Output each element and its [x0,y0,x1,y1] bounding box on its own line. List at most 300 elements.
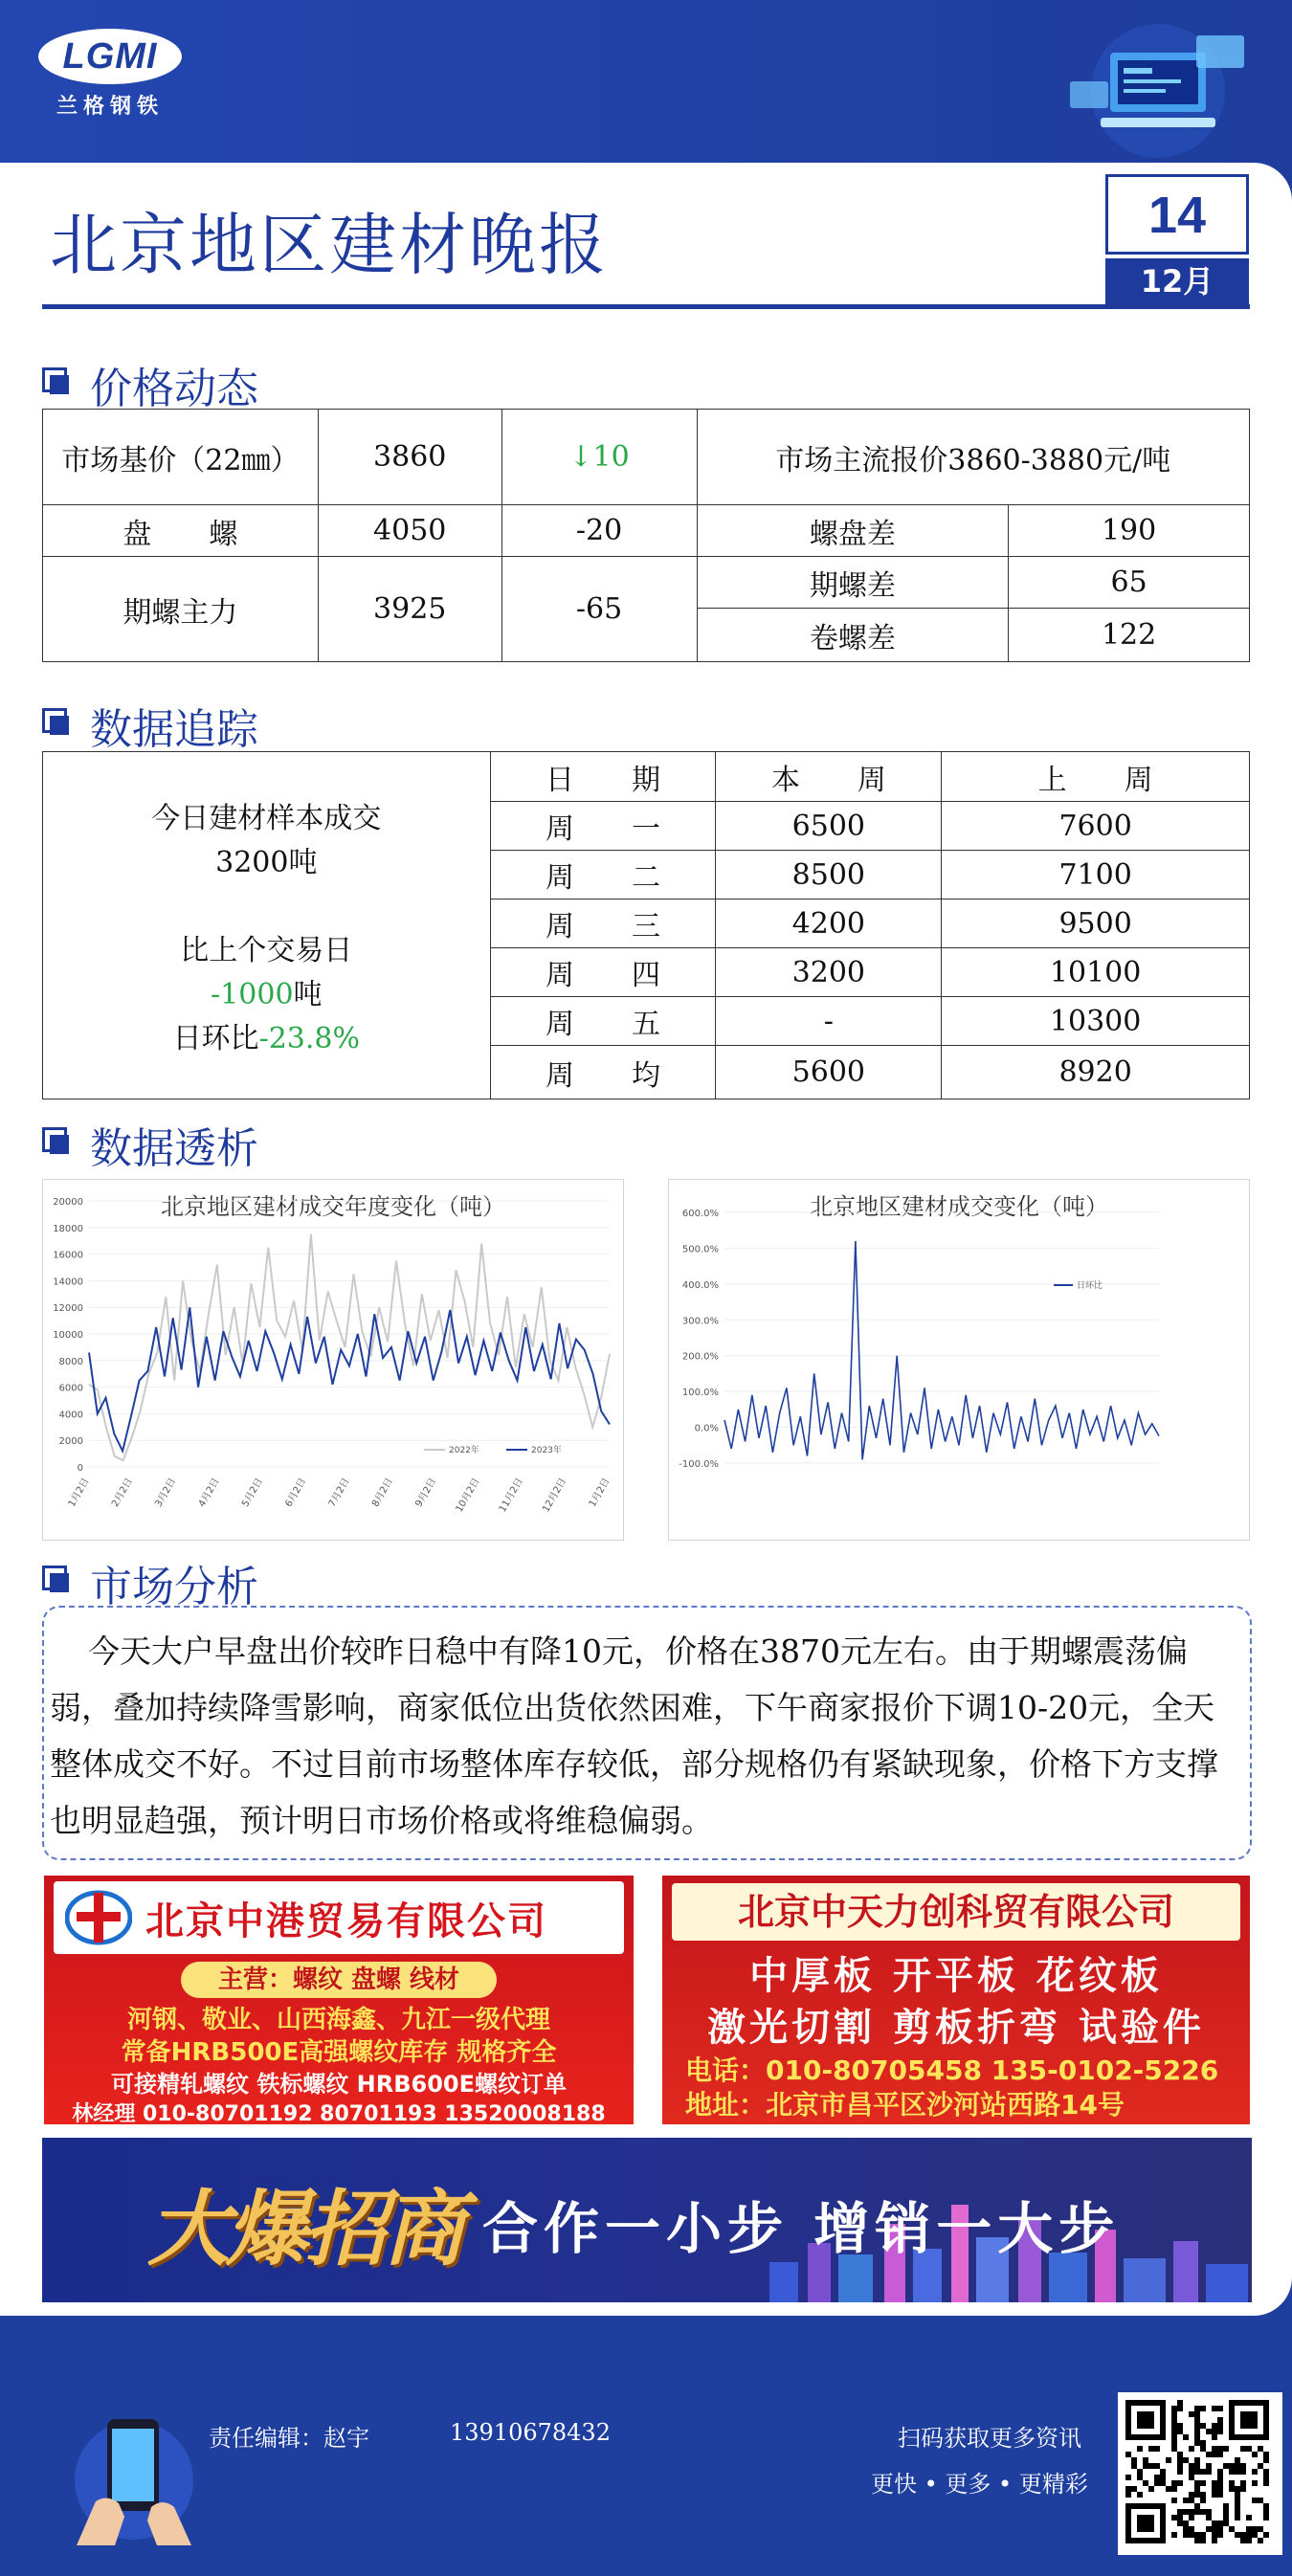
qr-module [1252,2452,1258,2457]
ad-zhongtianli-line2: 激光切割 剪板折弯 试验件 [707,2006,1205,2050]
legend-label: 2023年 [531,1446,562,1455]
qr-module [1171,2532,1177,2538]
y-tick-label: 200.0% [681,1351,719,1363]
qr-module [1235,2509,1240,2515]
y-tick-label: 16000 [53,1250,83,1261]
x-tick-label: 12月2日 [541,1477,569,1515]
qr-module [1240,2463,1246,2469]
qr-module [1143,2457,1148,2463]
qr-module [1194,2492,1200,2498]
summary-volume: 3200吨 [215,846,318,879]
qr-module [1206,2469,1212,2475]
ad-recruit-title: 大爆招商 [147,2181,461,2277]
qr-module [1223,2515,1229,2520]
qr-module [1131,2457,1137,2463]
qr-module [1212,2486,1217,2492]
ad-zhonggang-contact: 林经理 010-80701192 80701193 13520008188 [72,2102,606,2126]
qr-module [1194,2406,1200,2411]
phone-hand-icon [48,2402,211,2545]
futures-label: 期螺主力 [43,557,319,662]
y-tick-label: 300.0% [681,1316,719,1327]
qr-module [1212,2520,1217,2526]
day-cell: 周 一 [490,802,716,851]
spread-label-2: 期螺差 [697,557,1009,609]
qr-module [1131,2463,1137,2469]
ad-zhongtianli[interactable] [660,1874,1252,2126]
coil-label: 盘 螺 [43,505,319,557]
header-this-week: 本 周 [716,752,942,802]
qr-module [1137,2475,1143,2480]
futures-change: -65 [501,557,697,662]
summary-change-unit: 吨 [293,978,323,1011]
summary-ratio-label: 日环比 [172,1022,259,1055]
qr-module [1200,2480,1206,2486]
qr-module [1252,2498,1258,2503]
qr-module [1258,2498,1263,2503]
legend-label: 日环比 [1077,1281,1103,1291]
x-tick-label: 1月2日 [587,1477,613,1509]
qr-module [1263,2457,1269,2463]
spread-value-3: 122 [1009,609,1250,662]
table-row [43,505,1250,557]
qr-code-icon [1125,2400,1275,2547]
qr-module [1125,2475,1131,2480]
ad-zhonggang[interactable] [42,1874,635,2126]
qr-module [1194,2509,1200,2515]
qr-module [1194,2417,1200,2423]
qr-module [1252,2469,1258,2475]
qr-module [1160,2475,1166,2480]
qr-module [1194,2480,1200,2486]
qr-module [1240,2538,1246,2543]
qr-module [1177,2480,1183,2486]
qr-module [1263,2452,1269,2457]
day-cell: 周 三 [490,899,716,948]
this-week-cell: 8500 [716,851,942,899]
y-tick-label: 8000 [58,1356,83,1367]
qr-module [1235,2486,1240,2492]
chart-ratio-plot [669,1180,1251,1542]
spread-value-1: 190 [1009,505,1250,557]
qr-finder-core [1240,2411,1258,2429]
qr-module [1177,2406,1183,2411]
summary-line-3: 比上个交易日 [180,934,353,967]
y-tick-label: 14000 [53,1277,83,1288]
qr-module [1217,2429,1223,2434]
day-cell: 周 均 [490,1046,716,1099]
day-cell: 周 二 [490,851,716,899]
qr-module [1235,2492,1240,2498]
date-badge [1105,174,1249,304]
qr-module [1212,2429,1217,2434]
qr-module [1235,2469,1240,2475]
last-week-cell: 10100 [942,948,1250,997]
qr-module [1200,2538,1206,2543]
qr-module [1194,2486,1200,2492]
qr-module [1189,2475,1194,2480]
qr-module [1212,2446,1217,2452]
qr-module [1125,2452,1131,2457]
section-market-label: 市场分析 [90,1563,258,1611]
qr-module [1212,2492,1217,2498]
qr-module [1148,2463,1154,2469]
qr-module [1258,2526,1263,2532]
header-last-week: 上 周 [942,752,1250,802]
qr-module [1131,2486,1137,2492]
x-tick-label: 10月2日 [454,1477,482,1515]
summary-ratio-value: -23.8% [258,1022,361,1055]
qr-module [1229,2469,1235,2475]
qr-module [1217,2486,1223,2492]
qr-module [1189,2411,1194,2417]
ad-zhonggang-main: 主营：螺纹 盘螺 线材 [181,1962,497,1998]
qr-module [1189,2526,1194,2532]
tracking-summary [43,752,491,1099]
qr-module [1229,2526,1235,2532]
qr-module [1194,2503,1200,2509]
qr-module [1240,2446,1246,2452]
qr-module [1229,2486,1235,2492]
chart-annual [42,1179,624,1541]
qr-module [1177,2515,1183,2520]
qr-module [1212,2434,1217,2440]
y-tick-label: 400.0% [681,1279,719,1291]
qr-module [1200,2509,1206,2515]
x-tick-label: 2月2日 [110,1477,135,1509]
qr-module [1200,2532,1206,2538]
base-price-value: 3860 [318,410,501,505]
qr-module [1154,2480,1160,2486]
qr-module [1246,2446,1252,2452]
footer-editor: 责任编辑：赵宇 [209,2425,369,2452]
this-week-cell: 3200 [716,948,942,997]
qr-module [1194,2538,1200,2543]
qr-module [1212,2406,1217,2411]
qr-module [1223,2503,1229,2509]
qr-module [1183,2457,1189,2463]
last-week-cell: 10300 [942,997,1250,1046]
qr-module [1263,2475,1269,2480]
qr-module [1217,2532,1223,2538]
qr-module [1189,2515,1194,2520]
qr-module [1177,2469,1183,2475]
qr-module [1189,2446,1194,2452]
y-tick-label: -100.0% [679,1459,719,1470]
qr-module [1125,2486,1131,2492]
qr-module [1217,2417,1223,2423]
logo-cn-text: 兰格钢铁 [56,94,164,119]
x-tick-label: 6月2日 [283,1477,309,1509]
last-week-cell: 7600 [942,802,1250,851]
spread-value-2: 65 [1009,557,1250,609]
qr-module [1171,2446,1177,2452]
qr-module [1171,2480,1177,2486]
qr-module [1189,2463,1194,2469]
qr-module [1177,2463,1183,2469]
qr-module [1125,2492,1131,2498]
table-row [43,410,1250,505]
ad-zhongtianli-addr: 地址：北京市昌平区沙河站西路14号 [685,2089,1125,2121]
date-month: 12月 [1105,258,1249,304]
x-tick-label: 7月2日 [326,1477,352,1509]
mainstream-quote: 市场主流报价3860-3880元/吨 [697,410,1250,505]
base-price-label: 市场基价（22㎜） [43,410,319,505]
qr-module [1206,2452,1212,2457]
qr-module [1223,2509,1229,2515]
qr-module [1200,2469,1206,2475]
qr-module [1206,2463,1212,2469]
qr-module [1194,2411,1200,2417]
ad-zhonggang-header [54,1881,624,1954]
ad-zhongtianli-line1: 中厚板 开平板 花纹板 [749,1954,1163,1998]
company-emblem-icon [65,1887,132,1948]
qr-module [1240,2486,1246,2492]
qr-module [1212,2526,1217,2532]
series-line-日环比 [724,1241,1159,1459]
section-square-icon [42,1127,69,1154]
qr-module [1252,2532,1258,2538]
qr-module [1217,2526,1223,2532]
tech-decoration-icon [1053,14,1263,158]
y-tick-label: 100.0% [681,1388,719,1399]
qr-module [1166,2486,1171,2492]
qr-module [1171,2434,1177,2440]
ad-recruit-banner[interactable] [42,2138,1252,2302]
coil-value: 4050 [318,505,501,557]
qr-module [1263,2480,1269,2486]
this-week-cell: 4200 [716,899,942,948]
this-week-cell: 5600 [716,1046,942,1099]
y-tick-label: 600.0% [681,1209,719,1219]
futures-value: 3925 [318,557,501,662]
qr-module [1217,2406,1223,2411]
qr-module [1194,2469,1200,2475]
last-week-cell: 8920 [942,1046,1250,1099]
qr-module [1246,2538,1252,2543]
qr-module [1252,2526,1258,2532]
qr-module [1258,2463,1263,2469]
chart-ratio [668,1179,1250,1541]
ad-zhongtianli-tel: 电话：010-80705458 135-0102-5226 [685,2054,1219,2086]
qr-module [1212,2532,1217,2538]
y-tick-label: 500.0% [681,1244,719,1255]
chart-annual-plot [43,1180,625,1542]
qr-module [1171,2429,1177,2434]
qr-module [1189,2509,1194,2515]
this-week-cell: 6500 [716,802,942,851]
qr-module [1206,2526,1212,2532]
series-line-2023年 [89,1307,610,1451]
x-tick-label: 1月2日 [66,1477,92,1509]
day-cell: 周 五 [490,997,716,1046]
y-tick-label: 2000 [58,1436,83,1448]
spread-label-1: 螺盘差 [697,505,1009,557]
qr-module [1194,2423,1200,2429]
ad-zhongtianli-name: 北京中天力创科贸有限公司 [672,1883,1240,1941]
x-tick-label: 4月2日 [196,1477,222,1509]
qr-module [1171,2498,1177,2503]
qr-module [1189,2498,1194,2503]
ad-zhonggang-line2: 常备HRB500E高强螺纹库存 规格齐全 [121,2038,557,2067]
x-tick-label: 8月2日 [370,1477,395,1509]
x-tick-label: 5月2日 [240,1477,265,1509]
qr-module [1217,2480,1223,2486]
y-tick-label: 0.0% [694,1423,719,1434]
y-tick-label: 10000 [53,1330,83,1341]
qr-module [1240,2532,1246,2538]
x-tick-label: 11月2日 [497,1477,525,1515]
qr-module [1177,2429,1183,2434]
qr-module [1177,2423,1183,2429]
section-square-icon [42,1566,69,1592]
summary-change-value: -1000 [211,978,294,1011]
spread-label-3: 卷螺差 [697,609,1009,662]
market-analysis-text: 今天大户早盘出价较昨日稳中有降10元，价格在3870元左右。由于期螺震荡偏弱，叠加持续降雪影响，商家低位出货依然困难，下午商家报价下调10-20元，全天整体成交不好。不过目前市场整体库存较低，部分规格仍有紧缺现象，价格下方支撑也明显趋强，预计明日市场价格或将维稳偏弱。 [42,1606,1252,1860]
logo-mark: LGMI [38,29,182,84]
qr-module [1240,2480,1246,2486]
qr-module [1171,2440,1177,2446]
day-cell: 周 四 [490,948,716,997]
y-tick-label: 12000 [53,1303,83,1315]
qr-module [1206,2429,1212,2434]
qr-module [1194,2463,1200,2469]
qr-module [1148,2486,1154,2492]
x-tick-label: 3月2日 [153,1477,179,1509]
qr-module [1171,2406,1177,2411]
qr-module [1235,2532,1240,2538]
qr-module [1189,2469,1194,2475]
qr-finder-core [1137,2411,1154,2429]
qr-module [1171,2515,1177,2520]
qr-module [1246,2515,1252,2520]
qr-module [1252,2480,1258,2486]
section-square-icon [42,708,69,735]
qr-module [1171,2486,1177,2492]
qr-module [1235,2457,1240,2463]
ad-zhonggang-line1: 河钢、敬业、山西海鑫、九江一级代理 [126,2006,550,2034]
qr-module [1183,2520,1189,2526]
tracking-table [42,751,1250,1099]
footer-qr-hint: 扫码获取更多资讯 [898,2425,1081,2452]
qr-module [1263,2532,1269,2538]
qr-module [1258,2538,1263,2543]
qr-module [1189,2492,1194,2498]
qr-module [1200,2406,1206,2411]
qr-module [1194,2532,1200,2538]
price-table [42,409,1250,662]
qr-code[interactable] [1118,2392,1282,2555]
qr-module [1263,2515,1269,2520]
this-week-cell: - [716,997,942,1046]
qr-module [1223,2446,1229,2452]
coil-change: -20 [501,505,697,557]
qr-module [1212,2423,1217,2429]
date-day: 14 [1105,174,1249,255]
footer-tagline: 更快 • 更多 • 更精彩 [871,2471,1088,2498]
chart-annual-title: 北京地区建材成交年度变化（吨） [161,1193,505,1220]
section-square-icon [42,367,69,394]
qr-module [1206,2515,1212,2520]
qr-module [1171,2417,1177,2423]
qr-module [1154,2446,1160,2452]
y-tick-label: 6000 [58,1383,83,1394]
qr-module [1183,2532,1189,2538]
qr-module [1212,2538,1217,2543]
qr-module [1217,2520,1223,2526]
qr-module [1194,2434,1200,2440]
last-week-cell: 9500 [942,899,1250,948]
qr-module [1258,2446,1263,2452]
section-charts-label: 数据透析 [90,1124,258,1173]
section-price-label: 价格动态 [90,365,258,413]
qr-module [1160,2469,1166,2475]
y-tick-label: 18000 [53,1223,83,1234]
qr-module [1194,2440,1200,2446]
qr-module [1183,2526,1189,2532]
qr-module [1143,2463,1148,2469]
legend-label: 2022年 [449,1446,479,1455]
summary-line-1: 今日建材样本成交 [151,802,382,835]
qr-module [1246,2526,1252,2532]
qr-module [1240,2469,1246,2475]
qr-module [1246,2532,1252,2538]
qr-module [1166,2457,1171,2463]
qr-module [1148,2446,1154,2452]
qr-module [1263,2509,1269,2515]
qr-module [1200,2446,1206,2452]
qr-module [1154,2463,1160,2469]
qr-module [1171,2423,1177,2429]
qr-module [1223,2463,1229,2469]
footer-phone[interactable]: 13910678432 [450,2419,611,2446]
y-tick-label: 4000 [58,1410,83,1421]
qr-module [1160,2480,1166,2486]
qr-module [1229,2463,1235,2469]
ad-recruit-slogan: 合作一小步 增销一大步 [482,2196,1121,2261]
qr-module [1177,2452,1183,2457]
series-line-2022年 [89,1234,610,1460]
header-date: 日 期 [490,752,716,802]
qr-module [1235,2515,1240,2520]
section-tracking-label: 数据追踪 [90,705,258,754]
qr-module [1217,2469,1223,2475]
qr-module [1143,2480,1148,2486]
table-row [43,752,1250,802]
qr-module [1183,2434,1189,2440]
qr-module [1212,2452,1217,2457]
qr-module [1200,2440,1206,2446]
qr-module [1189,2532,1194,2538]
qr-module [1263,2503,1269,2509]
ad-zhonggang-name: 北京中港贸易有限公司 [145,1899,547,1943]
y-tick-label: 0 [77,1463,83,1474]
base-price-change: ↓10 [501,410,697,505]
y-tick-label: 20000 [53,1197,83,1208]
last-week-cell: 7100 [942,851,1250,899]
qr-module [1177,2520,1183,2526]
chart-ratio-title: 北京地区建材成交变化（吨） [810,1193,1108,1220]
qr-finder-core [1137,2515,1154,2532]
qr-module [1235,2503,1240,2509]
qr-module [1154,2475,1160,2480]
qr-module [1217,2446,1223,2452]
qr-module [1137,2492,1143,2498]
qr-module [1137,2469,1143,2475]
qr-module [1217,2475,1223,2480]
qr-module [1223,2520,1229,2526]
ad-zhonggang-line3: 可接精轧螺纹 铁标螺纹 HRB600E螺纹订单 [110,2071,568,2098]
qr-module [1217,2492,1223,2498]
